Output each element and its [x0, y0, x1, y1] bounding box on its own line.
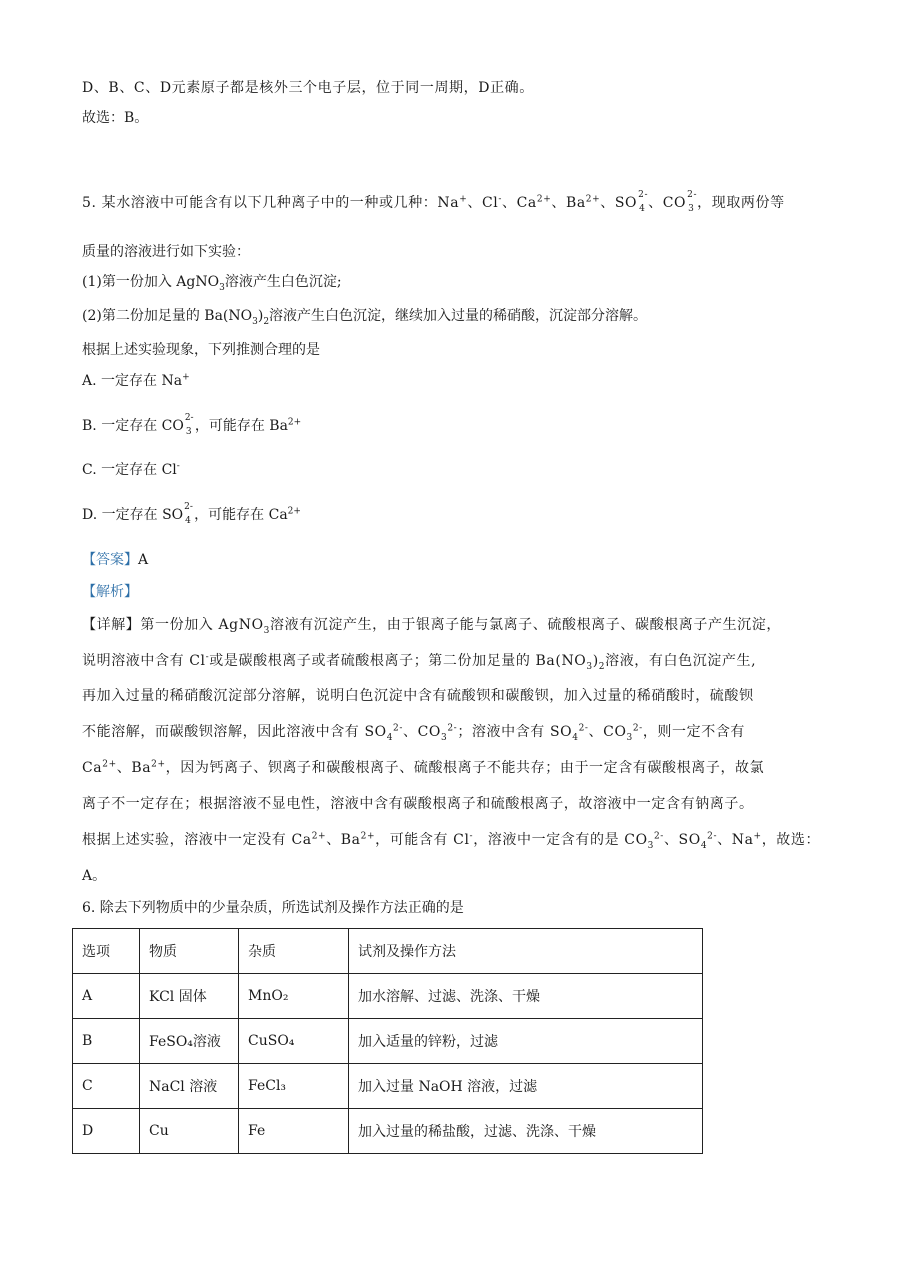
- text-line: D、B、C、D元素原子都是核外三个电子层，位于同一周期，D正确。: [82, 80, 534, 96]
- text: 或是碳酸根离子或者硫酸根离子；第二份加足量的 Ba(NO: [209, 653, 587, 669]
- text: 、Ca: [502, 195, 537, 211]
- text-line: 故选：B。: [82, 110, 149, 126]
- table-cell: 加入过量的稀盐酸，过滤、洗涤、干燥: [349, 1109, 703, 1154]
- text: 溶液产生白色沉淀;: [224, 274, 342, 290]
- options-table: [72, 928, 703, 1154]
- charge: 2-: [447, 723, 458, 734]
- charge: 2+: [287, 506, 301, 517]
- text: 【详解】第一份加入 AgNO: [82, 617, 264, 633]
- charge: 2-: [184, 413, 194, 423]
- ion-stack: [184, 413, 195, 437]
- text: 溶液，有白色沉淀产生,: [605, 653, 757, 669]
- table-row: [73, 1019, 703, 1064]
- option-d: [82, 502, 301, 526]
- table-cell: D: [73, 1109, 140, 1154]
- table-cell: C: [73, 1064, 140, 1109]
- detail-line: [82, 651, 756, 671]
- text: 、Na: [717, 832, 754, 848]
- table-cell: CuSO₄: [239, 1019, 349, 1064]
- table-header-cell: 选项: [73, 929, 140, 974]
- charge: -: [205, 652, 210, 663]
- charge: +: [753, 831, 762, 842]
- charge: 2-: [638, 190, 649, 200]
- charge: 2+: [102, 759, 117, 770]
- table-header-row: [73, 929, 703, 974]
- experiment-1: [82, 272, 342, 292]
- table-header-cell: 试剂及操作方法: [349, 929, 703, 974]
- table-cell: B: [73, 1019, 140, 1064]
- text: 溶液有沉淀产生，由于银离子能与氯离子、硫酸根离子、碳酸根离子产生沉淀，: [269, 617, 781, 633]
- detail-line: [82, 722, 745, 742]
- subscript: 3: [441, 732, 448, 743]
- detail-line: [82, 830, 820, 850]
- text: 、Ba: [326, 832, 361, 848]
- table-header-cell: 物质: [140, 929, 239, 974]
- text: C. 一定存在 Cl: [82, 462, 177, 478]
- charge: 2-: [653, 831, 664, 842]
- text-line: 质量的溶液进行如下实验：: [82, 244, 250, 260]
- subscript: 3: [263, 625, 270, 636]
- ion-stack: [687, 190, 698, 214]
- subscript: 3: [647, 840, 654, 851]
- charge: +: [182, 372, 190, 383]
- subscript: 4: [572, 732, 579, 743]
- charge: 2+: [151, 759, 166, 770]
- text: ，可能含有 Cl: [375, 832, 470, 848]
- subscript: 3: [586, 661, 593, 672]
- charge: 2-: [687, 190, 698, 200]
- table-row: [73, 974, 703, 1019]
- text: (2)第二份加足量的 Ba(NO: [82, 308, 253, 324]
- text: ，现取两份等: [697, 195, 785, 211]
- table-cell: FeSO₄溶液: [140, 1019, 239, 1064]
- detail-line: [82, 615, 781, 635]
- option-a: [82, 371, 190, 391]
- charge: +: [459, 194, 468, 205]
- table-cell: KCl 固体: [140, 974, 239, 1019]
- text: ，可能存在 Ca: [194, 507, 288, 523]
- text: ，则一定不含有: [642, 724, 746, 740]
- charge: -: [469, 831, 474, 842]
- text: A. 一定存在 Na: [82, 373, 183, 389]
- table-cell: MnO₂: [239, 974, 349, 1019]
- question-6: 6. 除去下列物质中的少量杂质，所选试剂及操作方法正确的是: [82, 900, 464, 916]
- text: ，溶液中一定含有的是 CO: [473, 832, 648, 848]
- table-row: [73, 1064, 703, 1109]
- charge: 2+: [536, 194, 552, 205]
- subscript: 3: [688, 204, 695, 214]
- question-5: [82, 190, 785, 214]
- charge: 2-: [184, 502, 193, 512]
- text-line: 根据上述实验现象，下列推测合理的是: [82, 342, 320, 358]
- detail-line: 离子不一定存在；根据溶液不显电性，溶液中含有碳酸根离子和硫酸根离子，故溶液中一定含有钠离子。: [82, 796, 754, 812]
- ion-stack: [184, 502, 194, 526]
- text: B. 一定存在 CO: [82, 418, 184, 434]
- table-cell: A: [73, 974, 140, 1019]
- table-row: [73, 1109, 703, 1154]
- subscript: 4: [639, 204, 646, 214]
- table-header-cell: 杂质: [239, 929, 349, 974]
- text: ；溶液中含有 SO: [457, 724, 573, 740]
- text: 根据上述实验，溶液中一定没有 Ca: [82, 832, 312, 848]
- charge: 2+: [311, 831, 327, 842]
- text: ): [257, 308, 264, 324]
- charge: 2-: [632, 723, 643, 734]
- charge: 2-: [578, 723, 589, 734]
- subscript: 3: [252, 316, 258, 327]
- subscript: 3: [219, 282, 225, 293]
- text: (1)第一份加入 AgNO: [82, 274, 220, 290]
- text: 、Ba: [551, 195, 586, 211]
- table-cell: 加水溶解、过滤、洗涤、干燥: [349, 974, 703, 1019]
- table-cell: Fe: [239, 1109, 349, 1154]
- text: ，可能存在 Ba: [194, 418, 288, 434]
- detail-line: A。: [82, 868, 107, 884]
- text: 、CO: [588, 724, 627, 740]
- answer-value: A: [138, 552, 149, 568]
- experiment-2: [82, 306, 647, 326]
- text: D. 一定存在 SO: [82, 507, 184, 523]
- subscript: 4: [386, 732, 394, 743]
- table-cell: 加入适量的锌粉，过滤: [349, 1019, 703, 1064]
- text: 、CO: [648, 195, 687, 211]
- text: 不能溶解，而碳酸钡溶解，因此溶液中含有 SO: [82, 724, 387, 740]
- table-cell: NaCl 溶液: [140, 1064, 239, 1109]
- text: 说明溶液中含有 Cl: [82, 653, 206, 669]
- subscript: 3: [626, 732, 633, 743]
- charge: 2+: [287, 417, 302, 428]
- text: 、SO: [663, 832, 701, 848]
- subscript: 2: [263, 316, 270, 327]
- charge: -: [176, 461, 180, 472]
- text: 、Ba: [116, 760, 152, 776]
- table-cell: Cu: [140, 1109, 239, 1154]
- text: 、SO: [600, 195, 638, 211]
- ion-stack: [638, 190, 649, 214]
- charge: -: [498, 194, 503, 205]
- answer-tag: 【答案】: [82, 552, 138, 568]
- subscript: 3: [185, 427, 192, 437]
- analysis-tag: 【解析】: [82, 584, 138, 600]
- text: 5. 某水溶液中可能含有以下几种离子中的一种或几种：Na: [82, 195, 460, 211]
- subscript: 4: [185, 516, 191, 526]
- answer-line: [82, 550, 148, 570]
- table-cell: FeCl₃: [239, 1064, 349, 1109]
- option-b: [82, 413, 302, 437]
- subscript: 2: [598, 661, 606, 672]
- charge: 2-: [707, 831, 718, 842]
- text: 溶液产生白色沉淀，继续加入过量的稀硝酸，沉淀部分溶解。: [269, 308, 648, 324]
- text: ，因为钙离子、钡离子和碳酸根离子、硫酸根离子不能共存；由于一定含有碳酸根离子，故氯: [165, 760, 765, 776]
- text: 、Cl: [467, 195, 499, 211]
- option-c: [82, 460, 180, 480]
- table-cell: 加入过量 NaOH 溶液，过滤: [349, 1064, 703, 1109]
- charge: 2+: [360, 831, 376, 842]
- text: ，故选：: [761, 832, 821, 848]
- detail-line: 再加入过量的稀硝酸沉淀部分溶解，说明白色沉淀中含有硫酸钡和碳酸钡，加入过量的稀硝酸时，硫酸钡: [82, 688, 754, 704]
- charge: 2-: [393, 723, 404, 734]
- subscript: 4: [700, 840, 708, 851]
- text: 、CO: [403, 724, 442, 740]
- detail-line: [82, 758, 764, 778]
- text: Ca: [82, 760, 103, 776]
- text: ): [592, 653, 599, 669]
- charge: 2+: [585, 194, 601, 205]
